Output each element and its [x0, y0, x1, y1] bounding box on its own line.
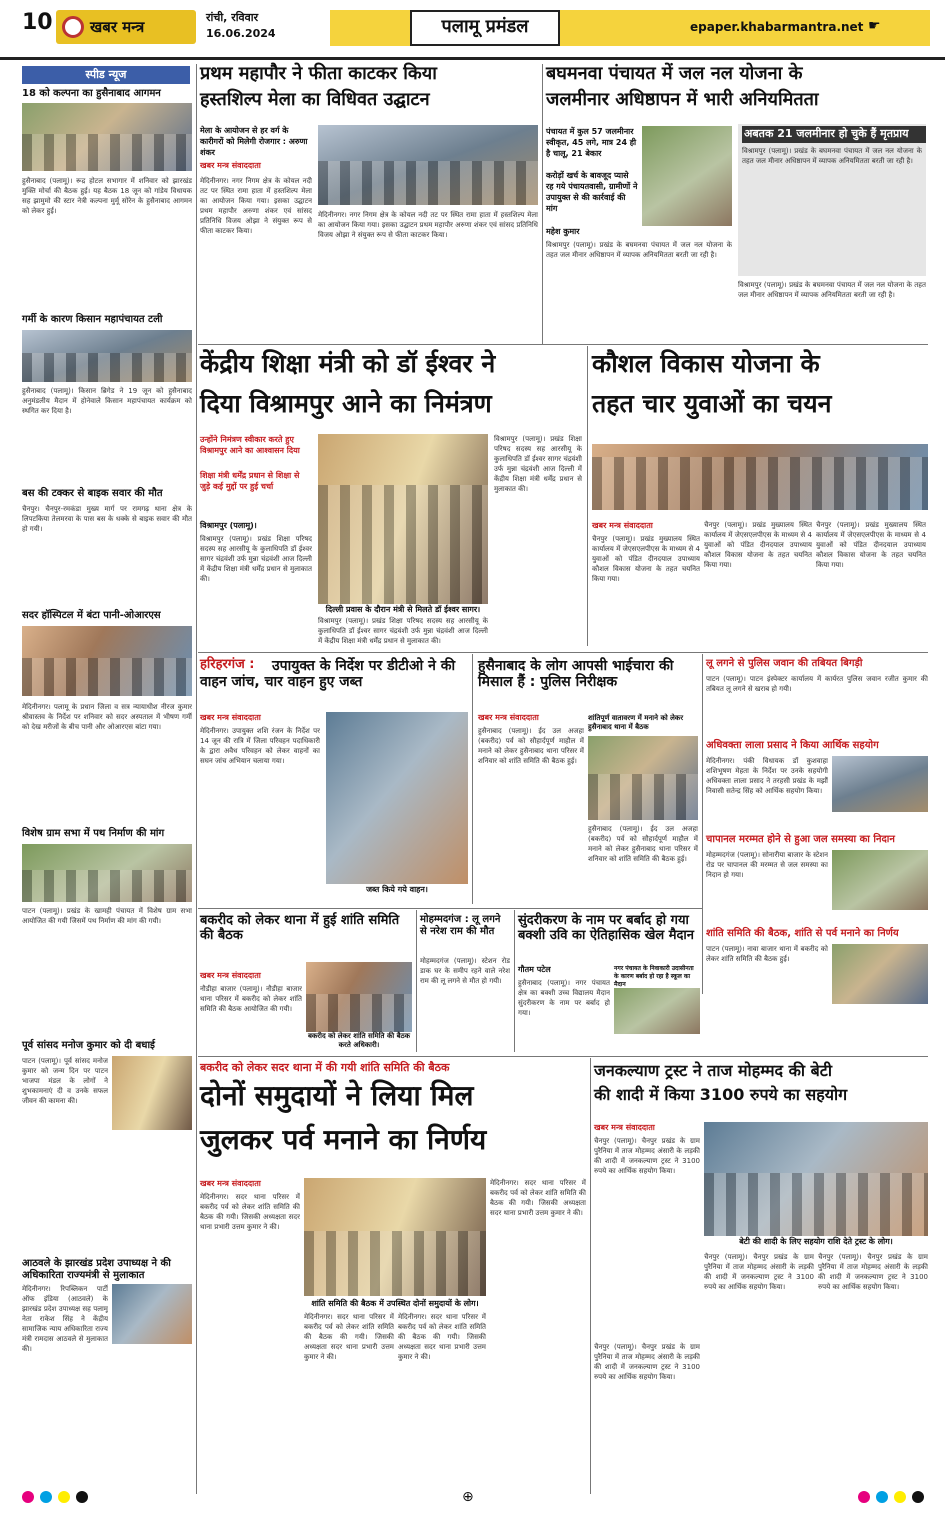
speed-photo-7: [112, 1284, 192, 1344]
speed-text-6: पाटन (पलामू)। पूर्व सांसद मनोज कुमार को जन्म दिन पर पाटन भाजपा मंडल के लोगों ने शुभकामनाएं दी व उनके सफल जीवन की कामना की।: [22, 1057, 108, 1105]
column-divider: [587, 346, 588, 646]
bakrid-nawa-text: नौडीहा बाजार (पलामू)। नौडीहा बाजार थाना परिसर में बकरीद को लेकर शांति समिति की बैठक आयोजित की गयी।: [200, 985, 302, 1013]
jankalyan-headline-2: की शादी में किया 3100 रुपये का सहयोग: [594, 1085, 848, 1104]
mahapaur-byline: खबर मन्त्र संवाददाता: [200, 161, 261, 170]
sundarikaran-caption: नगर पंचायत के निवाकारी उदासीनता के कारण बर्बाद हो रहा है स्कूल का मैदान: [614, 964, 700, 988]
dono-text: मेदिनीनगर। सदर थाना परिसर में बकरीद पर्व को लेकर शांति समिति की बैठक की गयी। जिसकी अध्यक्षता सदर थाना प्रभारी उत्तम कुमार ने की।: [200, 1193, 300, 1231]
jankalyan-text-2: चैनपुर (पलामू)। चैनपुर प्रखंड के ग्राम पुरैनिया में ताज मोहम्मद अंसारी के लड़की की शादी में जनकल्याण ट्रस्ट ने 3100 रुपये का आर्थिक सहयोग किया।: [704, 1253, 814, 1291]
speed-photo-1: [22, 103, 192, 171]
bakrid-nawa-byline: खबर मन्त्र संवाददाता: [200, 971, 261, 980]
sundarikaran-text: हुसैनाबाद (पलामू)। नगर पंचायत क्षेत्र का बक्शी उच्च विद्यालय मैदान सुंदरीकरण के नाम पर बर्बाद हो गया।: [518, 979, 610, 1017]
bakrid-nawa-photo: [306, 962, 412, 1032]
kaushal-text-2: चैनपुर (पलामू)। प्रखंड मुख्यालय स्थित कार्यालय में जेएसएलपीएस के माध्यम से 4 युवाओं को पंडित दीनदयाल उपाध्याय कौशल विकास योजना के तहत चयनित किया गया।: [704, 521, 812, 569]
dono-text-3: मेदिनीनगर। सदर थाना परिसर में बकरीद पर्व को लेकर शांति समिति की बैठक की गयी। जिसकी अध्यक्षता सदर थाना प्रभारी उत्तम कुमार ने की।: [398, 1313, 486, 1361]
masthead: [0, 0, 945, 60]
jankalyan-headline-1: जनकल्याण ट्रस्ट ने ताज मोहम्मद की बेटी: [594, 1061, 832, 1080]
mohammadganj-headline: मोहम्मदगंज : लू लगने से नरेश राम की मौत: [420, 914, 501, 937]
speed-news-tag: स्पीड न्यूज: [22, 66, 190, 84]
speed-headline-7: आठवले के झारखंड प्रदेश उपाध्यक्ष ने की अधिकारिता राज्यमंत्री से मुलाकात: [22, 1258, 171, 1281]
baghmanwa-subhead: अबतक 21 जलमीनार हो चुके हैं मृतप्राय: [742, 126, 926, 143]
shiksha-headline-2: दिया विश्रामपुर आने का निमंत्रण: [200, 389, 492, 418]
column-divider: [472, 654, 473, 904]
mahapaur-headline-2: हस्तशिल्प मेला का विधिवत उद्घाटन: [200, 89, 430, 110]
row-divider: [198, 344, 928, 345]
shiksha-text-3: विश्रामपुर (पलामू)। प्रखंड शिक्षा परिषद सदस्य सह आरसीयू के कुलाधिपति डॉ ईश्वर सागर चंद्रवंशी उर्फ मुन्ना चंद्रवंशी आज दिल्ली में केंद्रीय शिक्षा मंत्री धर्मेंद्र प्रधान से मुलाकात की।: [494, 435, 582, 493]
adhivakta-text: मेदिनीनगर। पंकी विधायक डॉ कुशवाहा शशिभूषण मेहता के निर्देश पर उनके सहयोगी अधिवक्ता लाला प्रसाद ने तरहसी प्रखंड के मझौं निवासी सतेन्द्र सिंह को आर्थिक सहयोग किया।: [706, 757, 828, 795]
chapanal-photo: [832, 850, 928, 910]
crosshair-icon: ⊕: [462, 1489, 474, 1505]
dono-photo: [304, 1178, 486, 1296]
mahapaur-photo: [318, 125, 538, 205]
kaushal-headline-2: तहत चार युवाओं का चयन: [592, 389, 832, 418]
kaushal-byline: खबर मन्त्र संवाददाता: [592, 521, 653, 530]
pointer-icon: ☛: [868, 18, 881, 34]
jankalyan-text-3: चैनपुर (पलामू)। चैनपुर प्रखंड के ग्राम पुरैनिया में ताज मोहम्मद अंसारी के लड़की की शादी में जनकल्याण ट्रस्ट ने 3100 रुपये का आर्थिक सहयोग किया।: [818, 1253, 928, 1291]
shanti-patan-photo: [832, 944, 928, 1004]
kaushal-photo: [592, 444, 928, 510]
jankalyan-caption: बेटी की शादी के लिए सहयोग राशि देते ट्रस्ट के लोग।: [704, 1236, 928, 1247]
mohammadganj-text: मोहम्मदगंज (पलामू)। स्टेशन रोड डाक घर के समीप रहने वाले नरेश राम की लू लगने से मौत हो गयी।: [420, 957, 510, 985]
shiksha-photo: [318, 434, 488, 604]
truck-photo: [326, 712, 468, 884]
dono-text-2: मेदिनीनगर। सदर थाना परिसर में बकरीद पर्व को लेकर शांति समिति की बैठक की गयी। जिसकी अध्यक्षता सदर थाना प्रभारी उत्तम कुमार ने की।: [304, 1313, 394, 1361]
brand-logo-icon: [62, 16, 84, 38]
mahapaur-headline-1: प्रथम महापौर ने फीता काटकर किया: [200, 63, 437, 84]
dono-headline-2: जुलकर पर्व मनाने का निर्णय: [200, 1123, 487, 1156]
column-divider: [196, 64, 197, 1494]
lu-headline: लू लगने से पुलिस जवान की तबियत बिगड़ी: [706, 658, 863, 669]
column-divider: [542, 64, 543, 344]
jankalyan-photo: [704, 1122, 928, 1236]
shiksha-caption: दिल्ली प्रवास के दौरान मंत्री से मिलते डॉ ईश्वर सागर।: [318, 604, 488, 615]
page-number: 10: [22, 10, 48, 50]
sundarikaran-headline: सुंदरीकरण के नाम पर बर्बाद हो गया बक्शी उवि का ऐतिहासिक खेल मैदान: [518, 913, 694, 943]
bakrid-nawa-caption: बकरीद को लेकर शांति समिति की बैठक करते अधिकारी।: [307, 1032, 411, 1049]
mahapaur-text: मेदिनीनगर। नगर निगम क्षेत्र के कोयल नदी तट पर स्थित रामा हाता में हस्तशिल्प मेला का आयोजन किया गया। इसका उद्घाटन प्रथम महापौर अरुणा शंकर एवं सांसद प्रतिनिधि विजय ओझा ने संयुक्त रूप से फीता काटकर किया।: [200, 177, 312, 235]
shanti-patan-headline: शांति समिति की बैठक, शांति से पर्व मनाने का निर्णय: [706, 928, 899, 939]
speed-text-3: चैनपुर। चैनपुर-रमकंडा मुख्य मार्ग पर रामगढ़ थाना क्षेत्र के लिपटकिया तेलमरवा के पास बस के धक्के से बाइक सवार की मौत हो गयी।: [22, 505, 192, 533]
brand-name: खबर मन्त्र: [90, 18, 145, 36]
bhaichara-photo: [588, 736, 698, 820]
lu-text: पाटन (पलामू)। पाटन इंस्पेक्टर कार्यालय में कार्यरत पुलिस जवान रजीत कुमार की तबियत लू लगने से खराब हो गयी।: [706, 675, 928, 693]
shiksha-byline: विश्रामपुर (पलामू)।: [200, 521, 257, 530]
speed-text-7: मेदिनीनगर। रिपब्लिकन पार्टी ऑफ इंडिया (आठवले) के झारखंड प्रदेश उपाध्यक्ष सह पलामू नेता राकेश सिंह ने केंद्रीय सामाजिक न्याय अधिकारिता राज्य मंत्री रामदास आठवले से मुलाकात की।: [22, 1285, 108, 1353]
parivahan-caption: जब्त किये गये वाहन।: [326, 884, 468, 895]
date-block: [206, 10, 326, 42]
water-tower-photo: [642, 126, 732, 226]
adhivakta-photo: [832, 756, 928, 812]
chapanal-headline: चापानल मरम्मत होने से हुआ जल समस्या का निदान: [706, 834, 895, 845]
bhaichara-text-2: हुसैनाबाद (पलामू)। ईद उल अजहा (बकरीद) पर्व को सौहार्दपूर्ण माहौल में मनाने को लेकर हुसैनाबाद थाना परिसर में शनिवार को शांति समिति की बैठक हुई।: [588, 825, 698, 863]
shiksha-headline-1: केंद्रीय शिक्षा मंत्री को डॉ ईश्वर ने: [200, 349, 496, 378]
kaushal-headline-1: कौशल विकास योजना के: [592, 349, 820, 378]
speed-headline-3: बस की टक्कर से बाइक सवार की मौत: [22, 488, 163, 499]
speed-text-1: हुसैनाबाद (पलामू)। रूद्र होटल सभागार में शनिवार को झारखंड मुक्ति मोर्चा की बैठक हुई। यह बैठक 18 जून को गांडेय विधायक सह झामुमो की स्टार नेत्री कल्पना मुर्मू सोरेन के हुसैनाबाद आगमन को लेकर हुई।: [22, 177, 192, 215]
speed-headline-4: सदर हॉस्पिटल में बंटा पानी-ओआरएस: [22, 610, 161, 621]
row-divider: [198, 908, 702, 909]
baghmanwa-headline-2: जलमीनार अधिष्ठापन में भारी अनियमितता: [546, 89, 819, 110]
bhaichara-caption: शांतिपूर्ण वातावरण में मनाने को लेकर हुसैनाबाद थाना में बैठक: [588, 714, 684, 731]
dono-headline-1: दोनों समुदायों ने लिया मिल: [200, 1079, 474, 1112]
speed-text-2: हुसैनाबाद (पलामू)। किसान ब्रिगेड ने 19 जून को हुसैनाबाद अनुमंडलीय मैदान में होनेवाले किसान महापंचायत कार्यक्रम को स्थगित कर दिया है।: [22, 387, 192, 415]
baghmanwa-text: विश्रामपुर (पलामू)। प्रखंड के बघमनवा पंचायत में जल नल योजना के तहत जल मीनार अधिष्ठापन में व्यापक अनियमितता बरती जा रही है।: [546, 241, 732, 259]
dono-byline: खबर मन्त्र संवाददाता: [200, 1179, 261, 1188]
column-divider: [590, 1058, 591, 1494]
kaushal-text-3: चैनपुर (पलामू)। प्रखंड मुख्यालय स्थित कार्यालय में जेएसएलपीएस के माध्यम से 4 युवाओं को पंडित दीनदयाल उपाध्याय कौशल विकास योजना के तहत चयनित किया गया।: [816, 521, 926, 569]
chapanal-text: मोहम्मदगंज (पलामू)। सोनारीया बाजार के स्टेशन रोड पर चापानल की मरम्मत से जल समस्या का निदान हो गया।: [706, 851, 828, 879]
speed-photo-4: [22, 626, 192, 696]
speed-headline-6: पूर्व सांसद मनोज कुमार को दी बधाई: [22, 1040, 155, 1051]
column-divider: [416, 910, 417, 1052]
jankalyan-text: चैनपुर (पलामू)। चैनपुर प्रखंड के ग्राम पुरैनिया में ताज मोहम्मद अंसारी के लड़की की शादी में जनकल्याण ट्रस्ट ने 3100 रुपये का आर्थिक सहयोग किया।: [594, 1137, 700, 1175]
epaper-link[interactable]: epaper.khabarmantra.net: [690, 20, 864, 34]
city-day: रांची, रविवार: [206, 11, 259, 24]
speed-photo-6: [112, 1056, 192, 1130]
mahapaur-bullet: मेला के आयोजन से हर वर्ग के कारीगरों को मिलेगी रोजगार : अरुणा शंकर: [200, 126, 308, 157]
row-divider: [198, 652, 928, 653]
shiksha-text: विश्रामपुर (पलामू)। प्रखंड शिक्षा परिषद सदस्य सह आरसीयू के कुलाधिपति डॉ ईश्वर सागर चंद्रवंशी उर्फ मुन्ना चंद्रवंशी आज दिल्ली में केंद्रीय शिक्षा मंत्री धर्मेंद्र प्रधान से मुलाकात की।: [200, 535, 312, 583]
speed-photo-2: [22, 330, 192, 382]
baghmanwa-bullet-1: पंचायत में कुल 57 जलमीनार स्वीकृत, 45 लगे, मात्र 24 ही है चालू, 21 बेकार: [546, 127, 637, 158]
parivahan-headline: उपायुक्त के निर्देश पर डीटीओ ने की वाहन जांच, चार वाहन हुए जब्त: [200, 658, 456, 691]
column-divider: [514, 910, 515, 1052]
dono-caption: शांति समिति की बैठक में उपस्थित दोनों समुदायों के लोग।: [304, 1298, 486, 1309]
shiksha-bullet-1: उन्होंने निमंत्रण स्वीकार करते हुए विश्रामपुर आने का आश्वासन दिया: [200, 435, 300, 455]
baghmanwa-byline: महेश कुमार: [546, 227, 580, 236]
baghmanwa-text-cont: विश्रामपुर (पलामू)। प्रखंड के बघमनवा पंचायत में जल नल योजना के तहत जल मीनार अधिष्ठापन में व्यापक अनियमितता बरती जा रही है।: [738, 281, 926, 299]
brand-box: [56, 10, 196, 44]
parivahan-kicker: हरिहरगंज :: [200, 657, 255, 672]
adhivakta-headline: अधिवक्ता लाला प्रसाद ने किया आर्थिक सहयोग: [706, 740, 879, 751]
jankalyan-text-4: चैनपुर (पलामू)। चैनपुर प्रखंड के ग्राम पुरैनिया में ताज मोहम्मद अंसारी के लड़की की शादी में जनकल्याण ट्रस्ट ने 3100 रुपये का आर्थिक सहयोग किया।: [594, 1343, 700, 1381]
print-registration-marks: [0, 1491, 945, 1505]
mahapaur-text-cont: मेदिनीनगर। नगर निगम क्षेत्र के कोयल नदी तट पर स्थित रामा हाता में हस्तशिल्प मेला का आयोजन किया गया। इसका उद्घाटन प्रथम महापौर अरुणा शंकर एवं सांसद प्रतिनिधि विजय ओझा ने संयुक्त रूप से फीता काटकर किया।: [318, 211, 538, 239]
baghmanwa-box-text: विश्रामपुर (पलामू)। प्रखंड के बघमनवा पंचायत में जल नल योजना के तहत जल मीनार अधिष्ठापन में व्यापक अनियमितता बरती जा रही है।: [742, 147, 922, 165]
shiksha-bullet-2: शिक्षा मंत्री धर्मेंद्र प्रधान से शिक्षा से जुड़े कई मुद्दों पर हुई चर्चा: [200, 471, 300, 491]
column-divider: [702, 654, 703, 994]
speed-headline-1: 18 को कल्पना का हुसैनाबाद आगमन: [22, 88, 161, 99]
bhaichara-byline: खबर मन्त्र संवाददाता: [478, 713, 539, 722]
speed-headline-2: गर्मी के कारण किसान महापंचायत टली: [22, 314, 163, 325]
baghmanwa-headline-1: बघमनवा पंचायत में जल नल योजना के: [546, 63, 803, 84]
parivahan-text: मेदिनीनगर। उपायुक्त शशि रंजन के निर्देश पर 14 जून की रात्रि में जिला परिवहन पदाधिकारी के द्वारा अवैध परिवहन को लेकर वाहनों का सघन जांच अभियान चलाया गया।: [200, 727, 320, 765]
sundarikaran-byline: गौतम पटेल: [518, 965, 551, 974]
shanti-patan-text: पाटन (पलामू)। नावा बाजार थाना में बकरीद को लेकर शांति समिति की बैठक हुई।: [706, 945, 828, 963]
shiksha-text-2: विश्रामपुर (पलामू)। प्रखंड शिक्षा परिषद सदस्य सह आरसीयू के कुलाधिपति डॉ ईश्वर सागर चंद्रवंशी उर्फ मुन्ना चंद्रवंशी आज दिल्ली में केंद्रीय शिक्षा मंत्री धर्मेंद्र प्रधान से मुलाकात की।: [318, 617, 488, 645]
speed-text-4: मेदिनीनगर। पलामू के प्रधान जिला व सत्र न्यायाधीश नीरज कुमार श्रीवास्तव के निर्देश पर शनिवार को सदर अस्पताल में भीषण गर्मी को देख मरीजों के बीच पानी और ओआरएस बांटा गया।: [22, 703, 192, 731]
speed-headline-5: विशेष ग्राम सभा में पथ निर्माण की मांग: [22, 828, 165, 839]
dono-kicker: बकरीद को लेकर सदर थाना में की गयी शांति समिति की बैठक: [200, 1061, 450, 1074]
dono-text-4: मेदिनीनगर। सदर थाना परिसर में बकरीद पर्व को लेकर शांति समिति की बैठक की गयी। जिसकी अध्यक्षता सदर थाना प्रभारी उत्तम कुमार ने की।: [490, 1179, 586, 1217]
bhaichara-text: हुसैनाबाद (पलामू)। ईद उल अजहा (बकरीद) पर्व को सौहार्दपूर्ण माहौल में मनाने को लेकर हुसैनाबाद थाना परिसर में शनिवार को शांति समिति की बैठक हुई।: [478, 727, 584, 765]
speed-text-5: पाटन (पलामू)। प्रखंड के खामही पंचायत में विशेष ग्राम सभा आयोजित की गयी जिसमें पथ निर्माण की मांग की गयी।: [22, 907, 192, 925]
bakrid-nawa-headline: बकरीद को लेकर थाना में हुई शांति समिति की बैठक: [200, 913, 400, 943]
jankalyan-byline: खबर मन्त्र संवाददाता: [594, 1123, 655, 1132]
issue-date: 16.06.2024: [206, 27, 276, 40]
bhaichara-headline: हुसैनाबाद के लोग आपसी भाईचारा की मिसाल हैं : पुलिस निरीक्षक: [478, 658, 674, 691]
baghmanwa-bullet-2: करोड़ों खर्च के बावजूद प्यासे रह गये पंचायतवासी, ग्रामीणों ने उपायुक्त से की कार्रवाई की मांग: [546, 171, 638, 213]
speed-photo-5: [22, 844, 192, 902]
section-title: पलामू प्रमंडल: [410, 10, 560, 46]
kaushal-text: चैनपुर (पलामू)। प्रखंड मुख्यालय स्थित कार्यालय में जेएसएलपीएस के माध्यम से 4 युवाओं को पंडित दीनदयाल उपाध्याय कौशल विकास योजना के तहत चयनित किया गया।: [592, 535, 700, 583]
parivahan-byline: खबर मन्त्र संवाददाता: [200, 713, 261, 722]
row-divider: [198, 1056, 928, 1057]
